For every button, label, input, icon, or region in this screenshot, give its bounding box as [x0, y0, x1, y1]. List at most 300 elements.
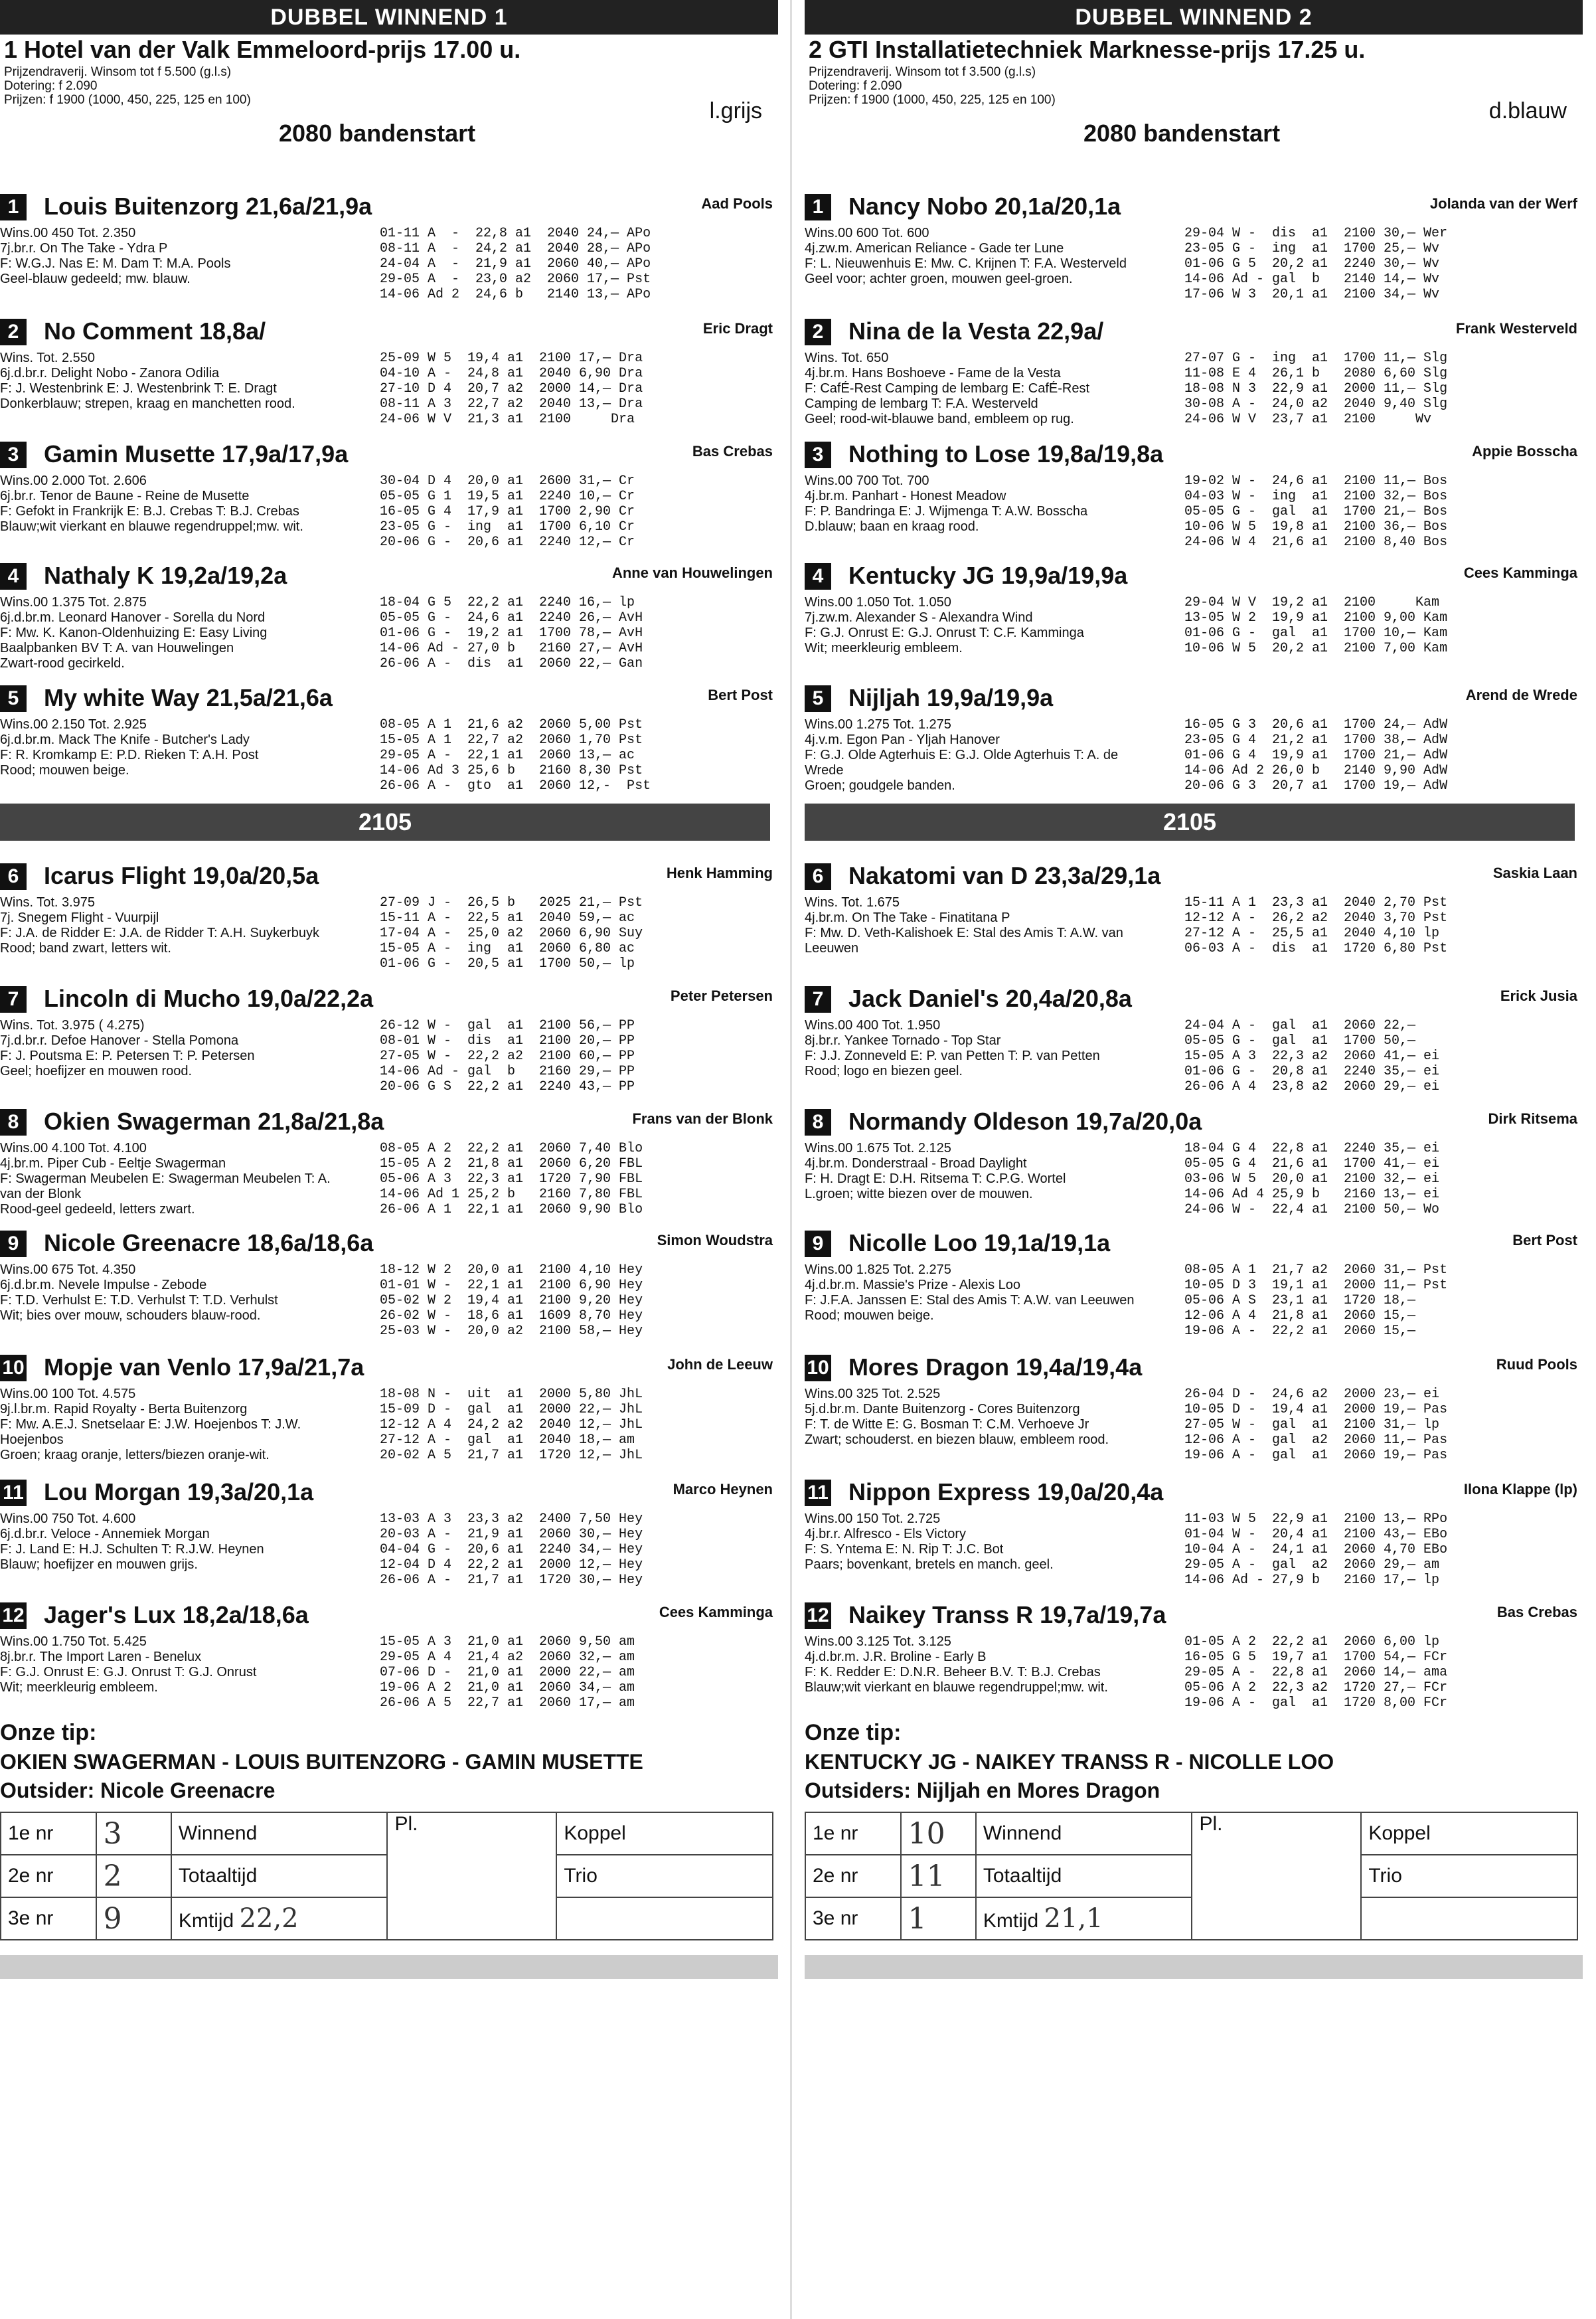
horse-entry — [0, 187, 778, 307]
horse-info-line: Rood; band zwart, letters wit. — [0, 941, 171, 956]
horse-info — [805, 1262, 1176, 1324]
trainer-name: Cees Kamminga — [1463, 564, 1577, 581]
form-pl: Pl. — [1192, 1812, 1361, 1940]
horse-number: 12 — [0, 1602, 27, 1629]
horse-entry — [805, 435, 1583, 555]
results-table: 11-03 W 5 22,9 a1 2100 13,— RPo 01-04 W - 20,4 a1 2100 43,— EBo 10-04 A - 24,1 a1 2060 4,70 EBo 29-05 A - gal a2 2060 29,— am 14-06 Ad - 27,9 b 2160 17,— lp — [1184, 1511, 1448, 1588]
trainer-name: Aad Pools — [701, 195, 773, 212]
race-info — [0, 0, 778, 147]
horse-info — [0, 717, 372, 778]
horse-info-line: F: G.J. Olde Agterhuis E: G.J. Olde Agterhuis T: A. de — [805, 748, 1119, 762]
form-label: 2e nr — [805, 1855, 901, 1897]
horse-info-line: 9j.l.br.m. Rapid Royalty - Berta Buitenzorg — [0, 1402, 248, 1417]
horse-info-line: F: G.J. Onrust E: G.J. Onrust T: C.F. Kamminga — [805, 626, 1084, 640]
horse-info-line: F: W.G.J. Nas E: M. Dam T: M.A. Pools — [0, 256, 231, 271]
horse-info-line: F: J.A. de Ridder E: J.A. de Ridder T: A.H. Suykerbuyk — [0, 926, 319, 940]
horse-number: 11 — [0, 1480, 27, 1506]
horse-info-line: F: T. de Witte E: G. Bosman T: C.M. Verhoeve Jr — [805, 1417, 1089, 1432]
horse-info-line: F: Gefokt in Frankrijk E: B.J. Crebas T: B.J. Crebas — [0, 504, 299, 519]
trainer-name: Anne van Houwelingen — [611, 564, 773, 581]
horse-number: 9 — [0, 1231, 27, 1257]
horse-number: 5 — [805, 685, 831, 712]
horse-entry — [805, 312, 1583, 432]
horse-info-line: F: Mw. A.E.J. Snetselaar E: J.W. Hoejenbos T: J.W. — [0, 1417, 301, 1432]
form-row — [1, 1855, 773, 1897]
horse-info-line: Wins. Tot. 2.550 — [0, 351, 96, 365]
horse-number: 4 — [0, 563, 27, 590]
horse-info-line: Wins.00 450 Tot. 2.350 — [0, 226, 136, 240]
horse-info-line: Wins.00 750 Tot. 4.600 — [0, 1511, 136, 1526]
horse-info — [805, 1387, 1176, 1448]
race-title: 2 GTI Installatietechniek Marknesse-prijs 17.25 u. — [809, 36, 1366, 63]
horse-info-line: F: Mw. D. Veth-Kalishoek E: Stal des Amis T: A.W. van — [805, 926, 1123, 940]
horse-name: Nancy Nobo 20,1a/20,1a — [848, 193, 1121, 220]
form-row — [805, 1897, 1577, 1940]
results-table: 18-12 W 2 20,0 a1 2100 4,10 Hey 01-01 W - 22,1 a1 2100 6,90 Hey 05-02 W 2 19,4 a1 2100 9,20 Hey 26-02 W - 18,6 a1 1609 8,70 Hey 25-03 W - 20,0 a2 2100 58,— Hey — [380, 1262, 643, 1339]
tip-header: Onze tip: — [805, 1720, 902, 1745]
horse-info-line: 4j.v.m. Egon Pan - Yljah Hanover — [805, 732, 1000, 747]
horse-name: Lincoln di Mucho 19,0a/22,2a — [44, 985, 374, 1012]
horse-number: 3 — [0, 442, 27, 468]
horse-info — [0, 595, 372, 671]
horse-info-line: Wins.00 1.825 Tot. 2.275 — [805, 1262, 951, 1277]
handwritten-number[interactable]: 10 — [901, 1812, 976, 1855]
horse-name: Okien Swagerman 21,8a/21,8a — [44, 1108, 384, 1135]
horse-info — [0, 1387, 372, 1463]
horse-name: Nothing to Lose 19,8a/19,8a — [848, 440, 1164, 468]
horse-entry — [805, 1224, 1583, 1343]
horse-info-line: Rood-geel gedeeld, letters zwart. — [0, 1202, 195, 1217]
results-table: 16-05 G 3 20,6 a1 1700 24,— AdW 23-05 G 4 21,2 a1 1700 38,— AdW 01-06 G 4 19,9 a1 1700 21,— AdW 14-06 Ad 2 26,0 b 2140 9,90 AdW 20-06 G 3 20,7 a1 1700 19,— AdW — [1184, 717, 1448, 794]
horse-info-line: Geel; rood-wit-blauwe band, embleem op rug. — [805, 412, 1074, 426]
race-distance: 2080 bandenstart — [279, 120, 476, 147]
horse-info-line: Paars; bovenkant, bretels en manch. geel. — [805, 1557, 1054, 1572]
horse-info-line: 4j.zw.m. American Reliance - Gade ter Lune — [805, 241, 1064, 256]
horse-info-line: Wins.00 675 Tot. 4.350 — [0, 1262, 136, 1277]
tip-section — [0, 1720, 778, 1803]
horse-entry — [805, 679, 1583, 798]
prize-line: Dotering: f 2.090 — [809, 79, 902, 93]
horse-info-line: 6j.d.br.m. Mack The Knife - Butcher's Lady — [0, 732, 250, 747]
results-table: 01-11 A - 22,8 a1 2040 24,— APo 08-11 A - 24,2 a1 2040 28,— APo 24-04 A - 21,9 a1 2060 40,— APo 29-05 A - 23,0 a2 2060 17,— Pst 14-06 Ad 2 24,6 b 2140 13,— APo — [380, 226, 651, 302]
horse-name: Gamin Musette 17,9a/17,9a — [44, 440, 349, 468]
horse-info-line: Donkerblauw; strepen, kraag en manchetten rood. — [0, 396, 295, 411]
prize-line: Prijzen: f 1900 (1000, 450, 225, 125 en 100) — [809, 93, 1056, 107]
horse-info-line: 7j.br.r. On The Take - Ydra P — [0, 241, 168, 256]
handwritten-number[interactable]: 1 — [901, 1897, 976, 1940]
horse-info-line: Wit; bies over mouw, schouders blauw-rood. — [0, 1308, 261, 1323]
horse-info — [805, 717, 1176, 794]
horse-entry — [0, 1348, 778, 1468]
horse-info-line: Wins.00 150 Tot. 2.725 — [805, 1511, 941, 1526]
horse-number: 8 — [0, 1109, 27, 1136]
form-label: 2e nr — [1, 1855, 96, 1897]
results-table: 13-03 A 3 23,3 a2 2400 7,50 Hey 20-03 A - 21,9 a1 2060 30,— Hey 04-04 G - 20,6 a1 2240 34,— Hey 12-04 D 4 22,2 a1 2000 12,— Hey 26-06 A - 21,7 a1 1720 30,— Hey — [380, 1511, 643, 1588]
horse-info-line: Wins.00 1.275 Tot. 1.275 — [805, 717, 951, 732]
horse-info — [805, 1018, 1176, 1079]
horse-info — [0, 1018, 372, 1079]
horse-info-line: Wins. Tot. 3.975 ( 4.275) — [0, 1018, 145, 1033]
horse-info-line: D.blauw; baan en kraag rood. — [805, 519, 979, 534]
horse-number: 4 — [805, 563, 831, 590]
trainer-name: Henk Hamming — [666, 865, 773, 881]
results-table: 15-11 A 1 23,3 a1 2040 2,70 Pst 12-12 A - 26,2 a2 2040 3,70 Pst 27-12 A - 25,5 a1 2040 4,10 lp 06-03 A - dis a1 1720 6,80 Pst — [1184, 895, 1448, 956]
prize-line: Prijzendraverij. Winsom tot f 3.500 (g.l.s) — [809, 65, 1036, 79]
horse-name: No Comment 18,8a/ — [44, 317, 266, 345]
horse-number: 8 — [805, 1109, 831, 1136]
horse-name: Nakatomi van D 23,3a/29,1a — [848, 862, 1161, 889]
horse-number: 3 — [805, 442, 831, 468]
horse-info — [805, 473, 1176, 535]
horse-info-line: 5j.d.br.m. Dante Buitenzorg - Cores Buitenzorg — [805, 1402, 1080, 1417]
trainer-name: Ruud Pools — [1496, 1356, 1577, 1373]
horse-number: 6 — [0, 863, 27, 890]
form-cell: Koppel — [556, 1812, 773, 1855]
horse-info-line: Leeuwen — [805, 941, 859, 956]
results-table: 01-05 A 2 22,2 a1 2060 6,00 lp 16-05 G 5 19,7 a1 1700 54,— FCr 29-05 A - 22,8 a1 2060 14,— ama 05-06 A 2 22,3 a2 1720 27,— FCr 19-06 A - gal a1 1720 8,00 FCr — [1184, 1634, 1448, 1711]
results-table: 18-04 G 4 22,8 a1 2240 35,— ei 05-05 G 4 21,6 a1 1700 41,— ei 03-06 W 5 20,0 a1 2100 32,— ei 14-06 Ad 4 25,9 b 2160 13,— ei 24-06 W - 22,4 a1 2100 50,— Wo — [1184, 1141, 1440, 1217]
trainer-name: Frank Westerveld — [1455, 320, 1577, 337]
trainer-name: Ilona Klappe (lp) — [1463, 1481, 1577, 1498]
horse-number: 10 — [0, 1355, 27, 1381]
race-distance: 2080 bandenstart — [1083, 120, 1281, 147]
form-cell — [1361, 1897, 1577, 1940]
form-cell — [556, 1897, 773, 1940]
horse-name: Nippon Express 19,0a/20,4a — [848, 1478, 1164, 1505]
horse-info — [805, 351, 1176, 427]
trainer-name: Dirk Ritsema — [1488, 1110, 1577, 1127]
horse-name: Jager's Lux 18,2a/18,6a — [44, 1601, 309, 1628]
horse-entry — [0, 980, 778, 1099]
tip-header: Onze tip: — [0, 1720, 97, 1745]
results-table: 29-04 W - dis a1 2100 30,— Wer 23-05 G - ing a1 1700 25,— Wv 01-06 G 5 20,2 a1 2240 30,— Wv 14-06 Ad - gal b 2140 14,— Wv 17-06 W 3 20,1 a1 2100 34,— Wv — [1184, 226, 1448, 302]
horse-info-line: 8j.br.r. The Import Laren - Benelux — [0, 1650, 202, 1664]
horse-entry — [805, 1473, 1583, 1592]
horse-number: 6 — [805, 863, 831, 890]
handwritten-number[interactable]: 2 — [96, 1855, 171, 1897]
form-cell: Trio — [1361, 1855, 1577, 1897]
horse-info — [0, 473, 372, 535]
race-color: l.grijs — [709, 98, 762, 124]
trainer-name: Eric Dragt — [702, 320, 773, 337]
horse-info-line: F: H. Dragt E: D.H. Ritsema T: C.P.G. Wortel — [805, 1171, 1066, 1186]
prize-line: Dotering: f 2.090 — [4, 79, 98, 93]
horse-info — [0, 1262, 372, 1324]
horse-info-line: 6j.d.br.m. Leonard Hanover - Sorella du Nord — [0, 610, 266, 625]
handwritten-number[interactable]: 11 — [901, 1855, 976, 1897]
results-table: 26-04 D - 24,6 a2 2000 23,— ei 10-05 D - 19,4 a1 2000 19,— Pas 27-05 W - gal a1 2100 31,— lp 12-06 A - gal a2 2060 11,— Pas 19-06 A - gal a1 2060 19,— Pas — [1184, 1387, 1448, 1463]
footer-bar — [805, 1955, 1583, 1979]
horse-entry — [805, 857, 1583, 976]
horse-info-line: 4j.br.m. Panhart - Honest Meadow — [805, 489, 1006, 503]
form-label: 3e nr — [805, 1897, 901, 1940]
column-divider — [790, 0, 792, 2319]
results-table: 29-04 W V 19,2 a1 2100 Kam 13-05 W 2 19,9 a1 2100 9,00 Kam 01-06 G - gal a1 1700 10,— Kam 10-06 W 5 20,2 a1 2100 7,00 Kam — [1184, 595, 1448, 656]
horse-info-line: Wit; meerkleurig embleem. — [805, 641, 963, 655]
form-row — [805, 1812, 1577, 1855]
horse-name: Normandy Oldeson 19,7a/20,0a — [848, 1108, 1202, 1135]
results-table: 26-12 W - gal a1 2100 56,— PP 08-01 W - dis a1 2100 20,— PP 27-05 W - 22,2 a2 2100 60,— PP 14-06 Ad - gal b 2160 29,— PP 20-06 G S 22,2 a1 2240 43,— PP — [380, 1018, 635, 1094]
horse-entry — [0, 1102, 778, 1222]
horse-entry — [0, 557, 778, 676]
horse-info-line: Blauw;wit vierkant en blauwe regendruppel;mw. wit. — [0, 519, 303, 534]
horse-info-line: 4j.br.m. Hans Boshoeve - Fame de la Vesta — [805, 366, 1061, 381]
horse-info-line: F: CafÉ-Rest Camping de lembarg E: CafÉ-Rest — [805, 381, 1090, 396]
trainer-name: Bert Post — [708, 687, 773, 703]
horse-info-line: Zwart-rood gecirkeld. — [0, 656, 125, 671]
horse-entry — [0, 1596, 778, 1715]
race-column-1 — [0, 0, 778, 2319]
results-table: 19-02 W - 24,6 a1 2100 11,— Bos 04-03 W - ing a1 2100 32,— Bos 05-05 G - gal a1 1700 21,— Bos 10-06 W 5 19,8 a1 2100 36,— Bos 24-06 W 4 21,6 a1 2100 8,40 Bos — [1184, 473, 1448, 550]
horse-info-line: F: Mw. K. Kanon-Oldenhuizing E: Easy Living — [0, 626, 268, 640]
horse-number: 9 — [805, 1231, 831, 1257]
tip-section — [805, 1720, 1583, 1803]
race-header: DUBBEL WINNEND 1 — [0, 0, 778, 35]
horse-entry — [0, 857, 778, 976]
horse-info — [805, 595, 1176, 656]
results-table: 08-05 A 1 21,7 a2 2060 31,— Pst 10-05 D 3 19,1 a1 2000 11,— Pst 05-06 A S 23,1 a1 1720 18,— 12-06 A 4 21,8 a1 2060 15,— 19-06 A - 22,2 a1 2060 15,— — [1184, 1262, 1448, 1339]
handwritten-number[interactable]: 3 — [96, 1812, 171, 1855]
horse-info-line: Rood; logo en biezen geel. — [805, 1064, 963, 1078]
handwritten-kmtijd[interactable]: 21,1 — [1044, 1903, 1103, 1934]
race-header: DUBBEL WINNEND 2 — [805, 0, 1583, 35]
horse-info — [0, 1511, 372, 1573]
horse-info-line: 4j.br.m. Donderstraal - Broad Daylight — [805, 1156, 1027, 1171]
horse-entry — [0, 679, 778, 798]
horse-number: 1 — [0, 194, 27, 220]
results-table: 18-04 G 5 22,2 a1 2240 16,— lp 05-05 G - 24,6 a1 2240 26,— AvH 01-06 G - 19,2 a1 1700 78,— AvH 14-06 Ad - 27,0 b 2160 27,— AvH 26-06 A - dis a1 2060 22,— Gan — [380, 595, 643, 671]
form-label: Kmtijd 22,2 — [171, 1897, 388, 1940]
form-label: Kmtijd 21,1 — [976, 1897, 1192, 1940]
horse-entry — [805, 1348, 1583, 1468]
horse-info-line: Groen; goudgele banden. — [805, 778, 955, 793]
horse-info-line: Wins.00 4.100 Tot. 4.100 — [0, 1141, 147, 1156]
horse-info-line: Wrede — [805, 763, 844, 778]
horse-name: Naikey Transs R 19,7a/19,7a — [848, 1601, 1166, 1628]
betting-form — [805, 1812, 1578, 1940]
results-table: 24-04 A - gal a1 2060 22,— 05-05 G - gal a1 1700 50,— 15-05 A 3 22,3 a2 2060 41,— ei 01-06 G - 20,8 a1 2240 35,— ei 26-06 A 4 23,8 a2 2060 29,— ei — [1184, 1018, 1440, 1094]
horse-info — [805, 1511, 1176, 1573]
horse-info — [0, 1141, 372, 1217]
horse-info — [0, 1634, 372, 1695]
form-label: Winnend — [171, 1812, 388, 1855]
horse-number: 12 — [805, 1602, 831, 1629]
form-label: 3e nr — [1, 1897, 96, 1940]
horse-info-line: Wins.00 325 Tot. 2.525 — [805, 1387, 941, 1401]
horse-info-line: Wins.00 2.150 Tot. 2.925 — [0, 717, 147, 732]
horse-info-line: Rood; mouwen beige. — [0, 763, 129, 778]
horse-info-line: F: R. Kromkamp E: P.D. Rieken T: A.H. Post — [0, 748, 259, 762]
horse-info-line: 4j.d.br.m. J.R. Broline - Early B — [805, 1650, 987, 1664]
horse-entry — [805, 1102, 1583, 1222]
horse-info-line: Geel voor; achter groen, mouwen geel-groen. — [805, 272, 1073, 286]
horse-info-line: Groen; kraag oranje, letters/biezen oranje-wit. — [0, 1448, 270, 1462]
horse-number: 1 — [805, 194, 831, 220]
results-table: 15-05 A 3 21,0 a1 2060 9,50 am 29-05 A 4 21,4 a2 2060 32,— am 07-06 D - 21,0 a1 2000 22,— am 19-06 A 2 21,0 a1 2060 34,— am 26-06 A 5 22,7 a1 2060 17,— am — [380, 1634, 635, 1711]
horse-name: Mopje van Venlo 17,9a/21,7a — [44, 1353, 364, 1381]
horse-info-line: 4j.d.br.m. Massie's Prize - Alexis Loo — [805, 1278, 1021, 1292]
tip-text: KENTUCKY JG - NAIKEY TRANSS R - NICOLLE LOO — [805, 1750, 1334, 1774]
horse-info — [0, 895, 372, 956]
horse-info-line: Wins.00 400 Tot. 1.950 — [805, 1018, 941, 1033]
horse-name: Kentucky JG 19,9a/19,9a — [848, 562, 1128, 589]
horse-info-line: Baalpbanken BV T: A. van Houwelingen — [0, 641, 234, 655]
horse-info-line: Blauw; hoefijzer en mouwen grijs. — [0, 1557, 198, 1572]
trainer-name: Arend de Wrede — [1465, 687, 1577, 703]
form-row — [1, 1897, 773, 1940]
horse-info-line: Geel; hoefijzer en mouwen rood. — [0, 1064, 193, 1078]
horse-info-line: Rood; mouwen beige. — [805, 1308, 934, 1323]
form-label: 1e nr — [1, 1812, 96, 1855]
horse-info-line: F: L. Nieuwenhuis E: Mw. C. Krijnen T: F.A. Westerveld — [805, 256, 1127, 271]
horse-number: 7 — [805, 986, 831, 1013]
horse-info-line: Wins.00 600 Tot. 600 — [805, 226, 929, 240]
horse-info-line: F: J.J. Zonneveld E: P. van Petten T: P. van Petten — [805, 1049, 1100, 1063]
horse-entry — [0, 1473, 778, 1592]
trainer-name: Peter Petersen — [670, 988, 773, 1004]
results-table: 08-05 A 1 21,6 a2 2060 5,00 Pst 15-05 A 1 22,7 a2 2060 1,70 Pst 29-05 A - 22,1 a1 2060 13,— ac 14-06 Ad 3 25,6 b 2160 8,30 Pst 26-06 A - gto a1 2060 12,- Pst — [380, 717, 651, 794]
horse-info-line: 8j.br.r. Yankee Tornado - Top Star — [805, 1033, 1001, 1048]
horse-info-line: F: T.D. Verhulst E: T.D. Verhulst T: T.D. Verhulst — [0, 1293, 278, 1308]
horse-info-line: van der Blonk — [0, 1187, 82, 1201]
horse-info — [805, 895, 1176, 956]
horse-info-line: Wins.00 1.375 Tot. 2.875 — [0, 595, 147, 610]
horse-info-line: F: J.F.A. Janssen E: Stal des Amis T: A.W. van Leeuwen — [805, 1293, 1135, 1308]
horse-entry — [805, 187, 1583, 307]
footer-bar — [0, 1955, 778, 1979]
horse-number: 7 — [0, 986, 27, 1013]
race-column-2 — [805, 0, 1583, 2319]
horse-info-line: F: J. Westenbrink E: J. Westenbrink T: E. Dragt — [0, 381, 277, 396]
outsider-text: Outsider: Nicole Greenacre — [0, 1778, 276, 1802]
horse-info-line: F: K. Redder E: D.N.R. Beheer B.V. T: B.J. Crebas — [805, 1665, 1101, 1679]
horse-info-line: 4j.br.m. Piper Cub - Eeltje Swagerman — [0, 1156, 226, 1171]
trainer-name: Bert Post — [1512, 1232, 1577, 1248]
betting-form — [0, 1812, 773, 1940]
trainer-name: John de Leeuw — [667, 1356, 773, 1373]
horse-name: Lou Morgan 19,3a/20,1a — [44, 1478, 314, 1505]
form-label: Totaaltijd — [171, 1855, 388, 1897]
handwritten-number[interactable]: 9 — [96, 1897, 171, 1940]
horse-info-line: Wins. Tot. 3.975 — [0, 895, 96, 910]
horse-info-line: Blauw;wit vierkant en blauwe regendruppel;mw. wit. — [805, 1680, 1108, 1695]
race-color: d.blauw — [1488, 98, 1567, 124]
results-table: 27-09 J - 26,5 b 2025 21,— Pst 15-11 A - 22,5 a1 2040 59,— ac 17-04 A - 25,0 a2 2060 6,90 Suy 15-05 A - ing a1 2060 6,80 ac 01-06 G - 20,5 a1 1700 50,— lp — [380, 895, 643, 972]
horse-name: Jack Daniel's 20,4a/20,8a — [848, 985, 1132, 1012]
horse-info — [805, 1634, 1176, 1695]
horse-name: Nicolle Loo 19,1a/19,1a — [848, 1229, 1111, 1256]
horse-info-line: F: J. Land E: H.J. Schulten T: R.J.W. Heynen — [0, 1542, 264, 1557]
horse-number: 2 — [805, 319, 831, 345]
trainer-name: Saskia Laan — [1492, 865, 1577, 881]
distance-bar: 2105 — [805, 804, 1575, 841]
horse-info-line: Wins.00 1.675 Tot. 2.125 — [805, 1141, 951, 1156]
horse-entry — [805, 980, 1583, 1099]
form-label: Winnend — [976, 1812, 1192, 1855]
tip-text: OKIEN SWAGERMAN - LOUIS BUITENZORG - GAMIN MUSETTE — [0, 1750, 643, 1774]
horse-number: 11 — [805, 1480, 831, 1506]
trainer-name: Cees Kamminga — [659, 1604, 773, 1620]
results-table: 25-09 W 5 19,4 a1 2100 17,— Dra 04-10 A - 24,8 a1 2040 6,90 Dra 27-10 D 4 20,7 a2 2000 14,— Dra 08-11 A 3 22,7 a2 2040 13,— Dra 24-06 W V 21,3 a1 2100 Dra — [380, 351, 643, 427]
handwritten-kmtijd[interactable]: 22,2 — [239, 1903, 299, 1934]
horse-info-line: Wins.00 3.125 Tot. 3.125 — [805, 1634, 951, 1649]
horse-info-line: Wins.00 700 Tot. 700 — [805, 473, 929, 488]
distance-bar: 2105 — [0, 804, 770, 841]
horse-info-line: Wins.00 100 Tot. 4.575 — [0, 1387, 136, 1401]
horse-info — [805, 226, 1176, 287]
prize-line: Prijzen: f 1900 (1000, 450, 225, 125 en 100) — [4, 93, 251, 107]
trainer-name: Frans van der Blonk — [632, 1110, 773, 1127]
form-cell: Trio — [556, 1855, 773, 1897]
trainer-name: Bas Crebas — [692, 443, 773, 460]
horse-info-line: F: P. Bandringa E: J. Wijmenga T: A.W. Bosscha — [805, 504, 1088, 519]
horse-entry — [805, 557, 1583, 676]
horse-info-line: 7j. Snegem Flight - Vuurpijl — [0, 910, 159, 925]
results-table: 18-08 N - uit a1 2000 5,80 JhL 15-09 D - gal a1 2000 22,— JhL 12-12 A 4 24,2 a2 2040 12,— JhL 27-12 A - gal a1 2040 18,— am 20-02 A 5 21,7 a1 1720 12,— JhL — [380, 1387, 643, 1463]
horse-info-line: F: G.J. Onrust E: G.J. Onrust T: G.J. Onrust — [0, 1665, 257, 1679]
horse-name: Mores Dragon 19,4a/19,4a — [848, 1353, 1143, 1381]
horse-number: 5 — [0, 685, 27, 712]
trainer-name: Jolanda van der Werf — [1429, 195, 1577, 212]
prize-line: Prijzendraverij. Winsom tot f 5.500 (g.l.s) — [4, 65, 232, 79]
horse-info-line: Wins.00 2.000 Tot. 2.606 — [0, 473, 147, 488]
horse-number: 2 — [0, 319, 27, 345]
horse-info-line: Wins. Tot. 1.675 — [805, 895, 900, 910]
horse-info — [805, 1141, 1176, 1202]
horse-info-line: Wins.00 1.050 Tot. 1.050 — [805, 595, 951, 610]
form-label: 1e nr — [805, 1812, 901, 1855]
horse-name: Nicole Greenacre 18,6a/18,6a — [44, 1229, 374, 1256]
horse-name: Nathaly K 19,2a/19,2a — [44, 562, 287, 589]
horse-info-line: Wit; meerkleurig embleem. — [0, 1680, 158, 1695]
horse-info-line: Wins.00 1.750 Tot. 5.425 — [0, 1634, 147, 1649]
horse-name: Nijljah 19,9a/19,9a — [848, 684, 1054, 711]
horse-info-line: Geel-blauw gedeeld; mw. blauw. — [0, 272, 191, 286]
horse-info-line: F: Swagerman Meubelen E: Swagerman Meubelen T: A. — [0, 1171, 331, 1186]
results-table: 30-04 D 4 20,0 a1 2600 31,— Cr 05-05 G 1 19,5 a1 2240 10,— Cr 16-05 G 4 17,9 a1 1700 2,90 Cr 23-05 G - ing a1 1700 6,10 Cr 20-06 G - 20,6 a1 2240 12,— Cr — [380, 473, 635, 550]
horse-info-line: F: J. Poutsma E: P. Petersen T: P. Petersen — [0, 1049, 255, 1063]
trainer-name: Bas Crebas — [1496, 1604, 1577, 1620]
horse-name: Nina de la Vesta 22,9a/ — [848, 317, 1104, 345]
horse-info-line: 7j.zw.m. Alexander S - Alexandra Wind — [805, 610, 1033, 625]
results-table: 27-07 G - ing a1 1700 11,— Slg 11-08 E 4 26,1 b 2080 6,60 Slg 18-08 N 3 22,9 a1 2000 11,— Slg 30-08 A - 24,0 a2 2040 9,40 Slg 24-06 W V 23,7 a1 2100 Wv — [1184, 351, 1448, 427]
trainer-name: Marco Heynen — [673, 1481, 773, 1498]
horse-info-line: 6j.br.r. Tenor de Baune - Reine de Musette — [0, 489, 250, 503]
horse-info-line: Camping de lembarg T: F.A. Westerveld — [805, 396, 1038, 411]
form-pl: Pl. — [387, 1812, 556, 1940]
horse-entry — [805, 1596, 1583, 1715]
form-label: Totaaltijd — [976, 1855, 1192, 1897]
horse-number: 10 — [805, 1355, 831, 1381]
horse-info — [0, 226, 372, 287]
horse-info-line: Wins. Tot. 650 — [805, 351, 889, 365]
horse-info-line: 4j.br.m. On The Take - Finatitana P — [805, 910, 1010, 925]
horse-info-line: Zwart; schouderst. en biezen blauw, embleem rood. — [805, 1432, 1109, 1447]
horse-info-line: Hoejenbos — [0, 1432, 64, 1447]
horse-info — [0, 351, 372, 412]
horse-entry — [0, 312, 778, 432]
horse-name: Icarus Flight 19,0a/20,5a — [44, 862, 319, 889]
horse-info-line: L.groen; witte biezen over de mouwen. — [805, 1187, 1033, 1201]
trainer-name: Appie Bosscha — [1472, 443, 1577, 460]
trainer-name: Erick Jusia — [1500, 988, 1577, 1004]
horse-info-line: 6j.d.br.r. Veloce - Annemiek Morgan — [0, 1527, 210, 1541]
horse-info-line: 7j.d.br.r. Defoe Hanover - Stella Pomona — [0, 1033, 239, 1048]
horse-info-line: 6j.d.br.r. Delight Nobo - Zanora Odilia — [0, 366, 220, 381]
trainer-name: Simon Woudstra — [657, 1232, 773, 1248]
form-cell: Koppel — [1361, 1812, 1577, 1855]
race-title: 1 Hotel van der Valk Emmeloord-prijs 17.00 u. — [4, 36, 521, 63]
